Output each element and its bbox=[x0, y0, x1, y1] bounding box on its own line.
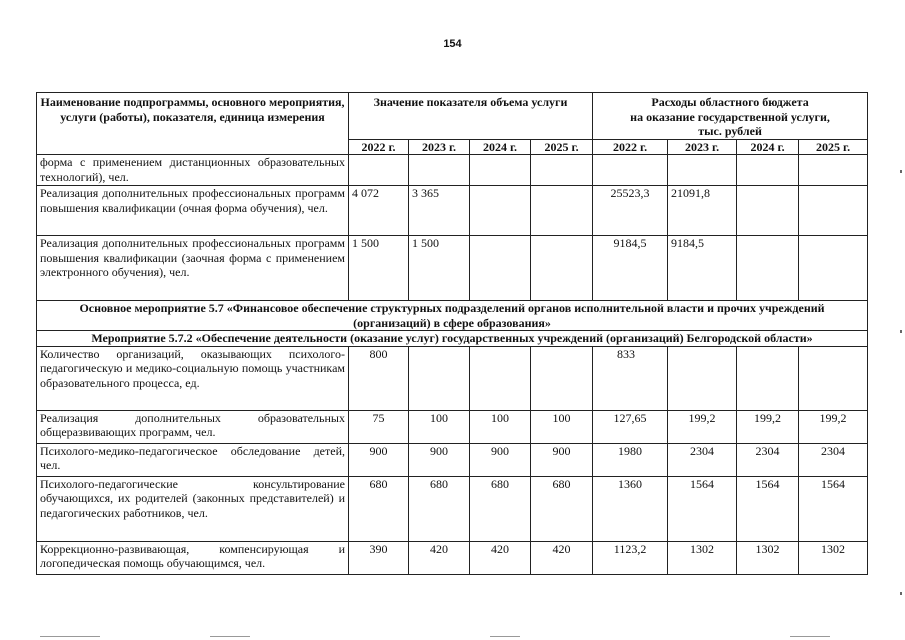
volume-cell bbox=[409, 346, 470, 410]
volume-cell bbox=[470, 346, 531, 410]
volume-cell: 420 bbox=[409, 541, 470, 574]
row-name-cell: Психолого-медико-педагогическое обследование детей, чел. bbox=[37, 443, 349, 476]
scan-bottom-line bbox=[490, 636, 520, 637]
expense-cell: 199,2 bbox=[668, 410, 737, 443]
volume-cell: 100 bbox=[409, 410, 470, 443]
volume-cell bbox=[531, 186, 593, 236]
expense-cell bbox=[799, 346, 868, 410]
row-name-cell: Реализация дополнительных профессиональных программ повышения квалификации (очная форма обучения), чел. bbox=[37, 186, 349, 236]
header-volume-year: 2025 г. bbox=[531, 139, 593, 155]
header-expense-line3: тыс. рублей bbox=[698, 124, 762, 138]
expense-cell: 1123,2 bbox=[593, 541, 668, 574]
volume-cell: 100 bbox=[470, 410, 531, 443]
expense-cell: 9184,5 bbox=[593, 236, 668, 301]
volume-cell bbox=[349, 155, 409, 186]
volume-cell: 3 365 bbox=[409, 186, 470, 236]
header-volume-year: 2023 г. bbox=[409, 139, 470, 155]
expense-cell bbox=[799, 155, 868, 186]
expense-cell: 9184,5 bbox=[668, 236, 737, 301]
table-row bbox=[37, 186, 868, 236]
header-expense-line2: на оказание государственной услуги, bbox=[630, 109, 830, 124]
table-row bbox=[37, 443, 868, 476]
volume-cell: 1 500 bbox=[409, 236, 470, 301]
expense-cell: 1564 bbox=[668, 476, 737, 541]
volume-cell: 680 bbox=[531, 476, 593, 541]
volume-cell: 680 bbox=[349, 476, 409, 541]
row-name-cell: Реализация дополнительных профессиональных программ повышения квалификации (заочная форма с применением электронного обучения), чел. bbox=[37, 236, 349, 301]
volume-cell: 100 bbox=[531, 410, 593, 443]
page-number: 154 bbox=[443, 38, 462, 50]
scan-bottom-line bbox=[40, 636, 100, 637]
expense-cell: 1302 bbox=[737, 541, 799, 574]
volume-cell bbox=[531, 236, 593, 301]
expense-cell bbox=[799, 236, 868, 301]
scan-edge-mark bbox=[900, 330, 902, 333]
expense-cell: 2304 bbox=[737, 443, 799, 476]
header-expense-group bbox=[593, 93, 868, 140]
volume-cell bbox=[470, 155, 531, 186]
volume-cell: 680 bbox=[409, 476, 470, 541]
table-row bbox=[37, 155, 868, 186]
scan-edge-mark bbox=[900, 170, 902, 173]
scan-edge-mark bbox=[900, 592, 902, 595]
expense-cell: 833 bbox=[593, 346, 668, 410]
header-expense-year: 2022 г. bbox=[593, 139, 668, 155]
expense-cell: 2304 bbox=[668, 443, 737, 476]
row-name-cell: Коррекционно-развивающая, компенсирующая и логопедическая помощь обучающимся, чел. bbox=[37, 541, 349, 574]
expense-cell bbox=[799, 186, 868, 236]
volume-cell bbox=[531, 155, 593, 186]
volume-cell: 900 bbox=[470, 443, 531, 476]
volume-cell: 800 bbox=[349, 346, 409, 410]
scan-bottom-line bbox=[790, 636, 830, 637]
volume-cell: 4 072 bbox=[349, 186, 409, 236]
table-row bbox=[37, 410, 868, 443]
section-row bbox=[37, 331, 868, 347]
table-row bbox=[37, 236, 868, 301]
budget-table bbox=[36, 92, 868, 575]
volume-cell bbox=[531, 346, 593, 410]
header-expense-year: 2025 г. bbox=[799, 139, 868, 155]
section-main-heading: Основное мероприятие 5.7 «Финансовое обеспечение структурных подразделений органов исполнительной власти и прочих учреждений (организаций) в сфере образования» bbox=[37, 301, 868, 331]
table-row bbox=[37, 541, 868, 574]
expense-cell bbox=[737, 236, 799, 301]
header-expense-year: 2024 г. bbox=[737, 139, 799, 155]
expense-cell: 1980 bbox=[593, 443, 668, 476]
expense-cell: 127,65 bbox=[593, 410, 668, 443]
volume-cell: 420 bbox=[470, 541, 531, 574]
row-name-cell: форма с применением дистанционных образовательных технологий), чел. bbox=[37, 155, 349, 186]
expense-cell bbox=[668, 155, 737, 186]
scan-bottom-line bbox=[210, 636, 250, 637]
volume-cell: 1 500 bbox=[349, 236, 409, 301]
header-name-column: Наименование подпрограммы, основного мероприятия, услуги (работы), показателя, единица измерения bbox=[37, 93, 349, 155]
expense-cell bbox=[737, 186, 799, 236]
header-volume-year: 2024 г. bbox=[470, 139, 531, 155]
volume-cell: 900 bbox=[349, 443, 409, 476]
volume-cell bbox=[409, 155, 470, 186]
section-sub-heading: Мероприятие 5.7.2 «Обеспечение деятельности (оказание услуг) государственных учреждений (организаций) Белгородской области» bbox=[37, 331, 868, 347]
volume-cell: 900 bbox=[409, 443, 470, 476]
expense-cell bbox=[668, 346, 737, 410]
row-name-cell: Количество организаций, оказывающих психолого-педагогическую и медико-социальную помощь участникам образовательного процесса, ед. bbox=[37, 346, 349, 410]
header-expense-line1: Расходы областного бюджета bbox=[651, 95, 809, 109]
expense-cell: 1564 bbox=[737, 476, 799, 541]
expense-cell: 199,2 bbox=[737, 410, 799, 443]
expense-cell bbox=[737, 346, 799, 410]
volume-cell bbox=[470, 236, 531, 301]
volume-cell: 75 bbox=[349, 410, 409, 443]
expense-cell bbox=[737, 155, 799, 186]
row-name-cell: Реализация дополнительных образовательных общеразвивающих программ, чел. bbox=[37, 410, 349, 443]
table-row bbox=[37, 346, 868, 410]
volume-cell: 420 bbox=[531, 541, 593, 574]
expense-cell: 199,2 bbox=[799, 410, 868, 443]
volume-cell: 680 bbox=[470, 476, 531, 541]
volume-cell: 390 bbox=[349, 541, 409, 574]
expense-cell: 1302 bbox=[668, 541, 737, 574]
volume-cell bbox=[470, 186, 531, 236]
expense-cell: 1564 bbox=[799, 476, 868, 541]
expense-cell: 2304 bbox=[799, 443, 868, 476]
row-name-cell: Психолого-педагогические консультирование обучающихся, их родителей (законных представителей) и педагогических работников, чел. bbox=[37, 476, 349, 541]
section-row bbox=[37, 301, 868, 331]
header-expense-year: 2023 г. bbox=[668, 139, 737, 155]
expense-cell: 1302 bbox=[799, 541, 868, 574]
header-volume-group: Значение показателя объема услуги bbox=[349, 93, 593, 140]
volume-cell: 900 bbox=[531, 443, 593, 476]
expense-cell: 21091,8 bbox=[668, 186, 737, 236]
header-volume-year: 2022 г. bbox=[349, 139, 409, 155]
expense-cell bbox=[593, 155, 668, 186]
expense-cell: 1360 bbox=[593, 476, 668, 541]
expense-cell: 25523,3 bbox=[593, 186, 668, 236]
table-row bbox=[37, 476, 868, 541]
